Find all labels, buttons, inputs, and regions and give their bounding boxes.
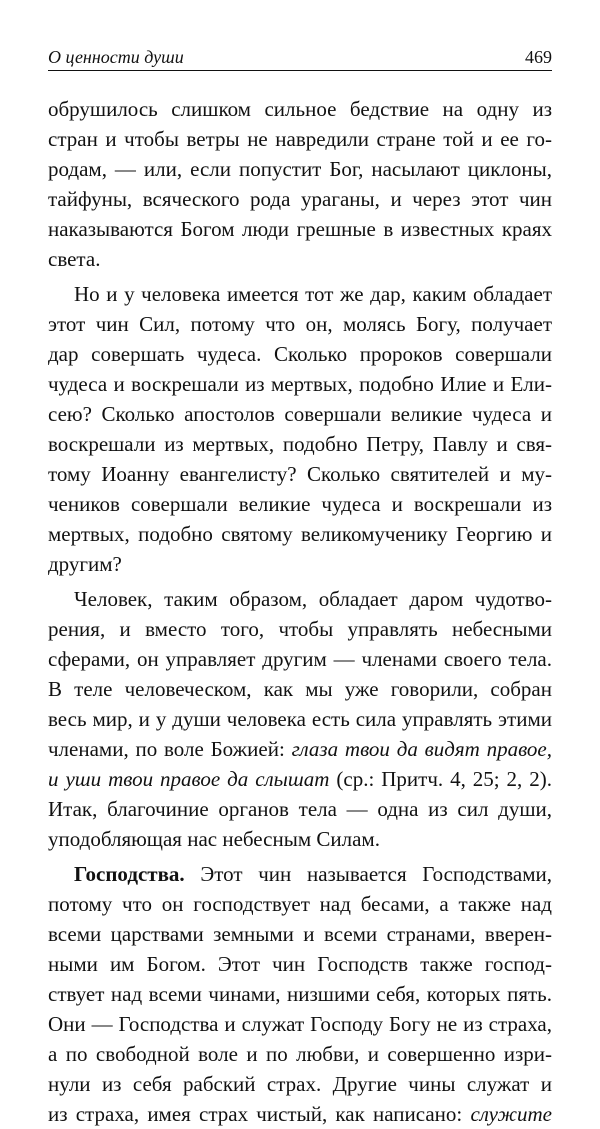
text-line	[48, 859, 552, 889]
text-line: ными им Богом. Этот чин Господств также господ-	[48, 952, 552, 976]
text-line: родам, — или, если попустит Бог, насылают циклоны,	[48, 157, 552, 181]
text-line: нули из себя рабский страх. Другие чины служат и	[48, 1072, 552, 1096]
text-line: воскрешали из мертвых, подобно Петру, Павлу и свя-	[48, 432, 552, 456]
scripture-quote: служите	[470, 1102, 553, 1126]
text-line: рения, и вместо того, чтобы управлять небесными	[48, 617, 552, 641]
text-line: Человек, таким образом, обладает даром чудотво-	[74, 587, 552, 611]
text-line: света.	[48, 247, 101, 271]
text-line: всеми царствами земными и всеми странами, вверен-	[48, 922, 552, 946]
text-line: дар совершать чудеса. Сколько пророков совершали	[48, 342, 552, 366]
text-line: потому что он господствует над бесами, а также над	[48, 892, 552, 916]
text-line: Они — Господства и служат Господу Богу не из страха,	[48, 1012, 552, 1036]
text-line	[48, 764, 552, 794]
text-line: стран и чтобы ветры не навредили стране той и ее го-	[48, 127, 552, 151]
text-line: сферами, он управляет другим — членами своего тела.	[48, 647, 552, 671]
running-title: О ценности души	[48, 47, 184, 67]
section-heading: Господства.	[74, 862, 185, 886]
text-line: а по свободной воле и по любви, и совершенно изри-	[48, 1042, 552, 1066]
text-line: другим?	[48, 552, 122, 576]
scripture-quote: и уши твои правое да слышат	[48, 767, 330, 791]
scripture-reference: (ср.: Притч. 4, 25; 2, 2).	[336, 767, 553, 791]
text-line: тайфуны, всяческого рода ураганы, и через этот чин	[48, 187, 552, 211]
page-number: 469	[525, 47, 552, 67]
text-line	[48, 734, 552, 764]
text-line: этот чин Сил, потому что он, молясь Богу, получает	[48, 312, 552, 336]
text-line: мертвых, подобно святому великомученику Георгию и	[48, 522, 552, 546]
text-line: сею? Сколько апостолов совершали великие чудеса и	[48, 402, 552, 426]
text-line: чеников совершали великие чудеса и воскрешали из	[48, 492, 552, 516]
text-line: весь мир, и у души человека есть сила управлять этими	[48, 707, 552, 731]
body-text	[48, 94, 552, 1129]
running-header	[48, 44, 552, 71]
scripture-quote: глаза твои да видят правое,	[291, 737, 552, 761]
text-line: тому Иоанну евангелисту? Сколько святителей и му-	[48, 462, 552, 486]
text-line: чудеса и воскрешали из мертвых, подобно Илие и Ели-	[48, 372, 552, 396]
text-line: Итак, благочиние органов тела — одна из сил души,	[48, 797, 552, 821]
text-line	[48, 1099, 552, 1129]
text-segment: из страха, имея страх чистый, как написано:	[48, 1102, 463, 1126]
text-segment: членами, по воле Божией:	[48, 737, 285, 761]
text-line: обрушилось слишком сильное бедствие на одну из	[48, 97, 552, 121]
text-line: наказываются Богом люди грешные в известных краях	[48, 217, 552, 241]
text-segment: Этот чин называется Господствами,	[200, 862, 552, 886]
text-line: ствует над всеми чинами, низшими себя, которых пять.	[48, 982, 552, 1006]
text-line: В теле человеческом, как мы уже говорили, собран	[48, 677, 552, 701]
text-line: Но и у человека имеется тот же дар, каким обладает	[74, 282, 552, 306]
text-line: уподобляющая нас небесным Силам.	[48, 827, 380, 851]
